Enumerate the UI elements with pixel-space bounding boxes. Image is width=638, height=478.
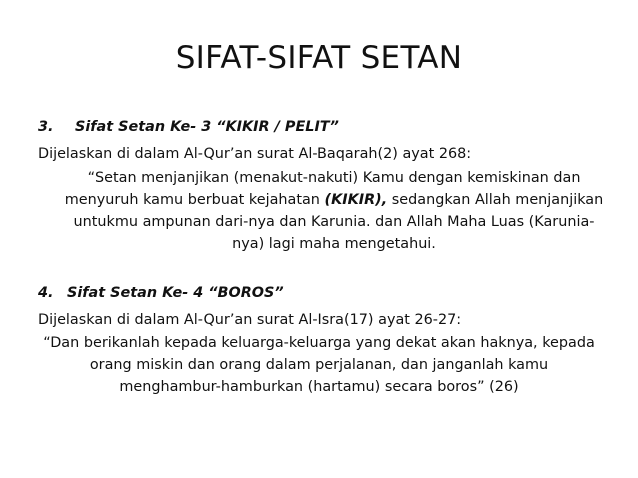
section-4-source: Dijelaskan di dalam Al-Qur’an surat Al-Isra(17) ayat 26-27: bbox=[38, 312, 462, 328]
section-4-heading-text: Sifat Setan Ke- 4 “BOROS” bbox=[67, 285, 284, 301]
section-4-quote-line-3: menghambur-hamburkan (hartamu) secara boros” (26) bbox=[119, 379, 519, 395]
section-3-quote-line-2 bbox=[56, 189, 612, 211]
section-3-heading bbox=[38, 118, 339, 137]
section-3-quote-emphasis: (KIKIR), bbox=[324, 192, 388, 208]
slide-title: SIFAT-SIFAT SETAN bbox=[175, 40, 463, 76]
section-3-source: Dijelaskan di dalam Al-Qur’an surat Al-Baqarah(2) ayat 268: bbox=[38, 146, 472, 162]
section-3-quote-line-2-end: sedangkan Allah menjanjikan bbox=[387, 192, 604, 208]
section-3-heading-text: Sifat Setan Ke- 3 “KIKIR / PELIT” bbox=[75, 119, 339, 135]
section-3-quote-line-4: nya) lagi maha mengetahui. bbox=[232, 236, 436, 252]
section-3-number: 3. bbox=[38, 119, 54, 135]
section-3-quote-line-1: “Setan menjanjikan (menakut-nakuti) Kamu dengan kemiskinan dan bbox=[87, 170, 581, 186]
section-4-quote-line-2: orang miskin dan orang dalam perjalanan, dan janganlah kamu bbox=[89, 357, 549, 373]
section-3-quote bbox=[56, 167, 612, 255]
section-4-heading bbox=[38, 284, 284, 303]
section-4-number: 4. bbox=[38, 285, 54, 301]
section-4-quote bbox=[38, 332, 600, 398]
section-4-quote-line-1: “Dan berikanlah kepada keluarga-keluarga yang dekat akan haknya, kepada bbox=[43, 335, 595, 351]
section-3-quote-line-3: untukmu ampunan dari-nya dan Karunia. dan Allah Maha Luas (Karunia- bbox=[73, 214, 595, 230]
section-3-quote-line-2-start: menyuruh kamu berbuat kejahatan bbox=[64, 192, 325, 208]
